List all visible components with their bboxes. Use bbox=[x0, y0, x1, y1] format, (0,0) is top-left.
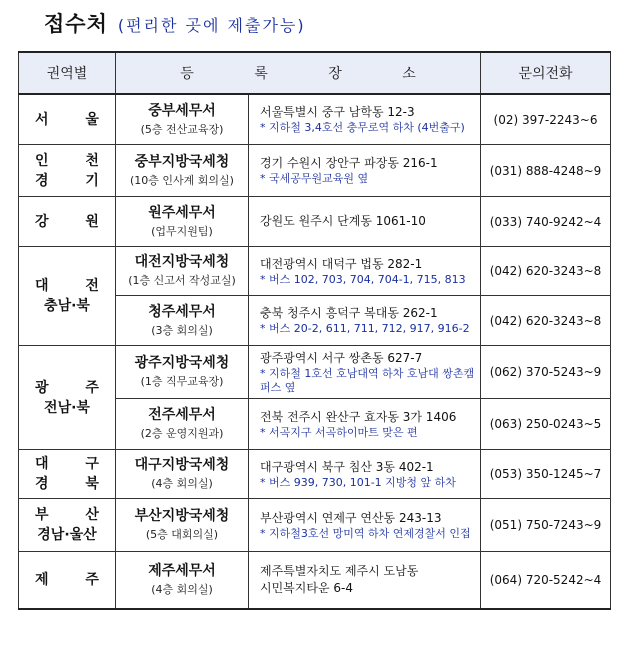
address-text: 광주광역시 서구 쌍촌동 627-7 bbox=[260, 350, 423, 365]
address-text: 강원도 원주시 단계동 1061-10 bbox=[260, 214, 426, 228]
phone-cell: (051) 750-7243~9 bbox=[481, 499, 611, 552]
region-cell bbox=[19, 450, 116, 499]
address-text: 전북 전주시 완산구 효자동 3가 1406 bbox=[260, 409, 457, 424]
address-text: 대전광역시 대덕구 법동 282-1 bbox=[260, 256, 423, 271]
transit-note: * 버스 102, 703, 704, 704-1, 715, 813 bbox=[260, 272, 466, 286]
address-text: 대구광역시 북구 침산 3동 402-1 bbox=[260, 459, 434, 474]
office-cell bbox=[116, 399, 249, 450]
office-floor: (3층 회의실) bbox=[151, 323, 213, 337]
office-floor: (1층 직무교육장) bbox=[140, 375, 224, 388]
office-name: 전주세무서 bbox=[148, 407, 216, 423]
office-cell bbox=[116, 247, 249, 296]
transit-note: * 지하철3호선 망미역 하차 연제경찰서 인접 bbox=[260, 526, 471, 540]
office-name: 대구지방국세청 bbox=[134, 457, 230, 473]
address-text: 서울특별시 중구 남학동 12-3 bbox=[260, 105, 415, 119]
office-floor: (10층 인사계 회의실) bbox=[130, 173, 234, 187]
transit-note: * 버스 939, 730, 101-1 지방청 앞 하차 bbox=[260, 475, 456, 489]
region-chungnam-buk: 충남·북 bbox=[44, 298, 90, 314]
office-cell bbox=[116, 145, 249, 197]
address-text-line2: 시민복지타운 6-4 bbox=[260, 581, 353, 595]
region-gwangju: 광 주 bbox=[35, 379, 115, 396]
transit-note: * 버스 20-2, 611, 711, 712, 917, 916-2 bbox=[260, 322, 470, 335]
address-cell bbox=[249, 450, 481, 499]
registration-table bbox=[18, 51, 611, 610]
region-cell bbox=[19, 145, 116, 197]
table-row bbox=[19, 145, 611, 197]
region-gyeongnam-ulsan: 경남·울산 bbox=[37, 527, 97, 543]
office-name: 대전지방국세청 bbox=[134, 254, 230, 270]
region-cell bbox=[19, 499, 116, 552]
address-text: 제주특별자치도 제주시 도남동 bbox=[260, 564, 419, 578]
office-floor: (5층 전산교육장) bbox=[140, 122, 224, 136]
office-name: 청주세무서 bbox=[148, 303, 216, 320]
region-seoul: 서 울 bbox=[35, 111, 115, 128]
address-cell bbox=[249, 346, 481, 399]
table-row bbox=[19, 499, 611, 552]
region-cell bbox=[19, 346, 116, 450]
address-text: 충북 청주시 흥덕구 복대동 262-1 bbox=[260, 306, 438, 320]
phone-cell: (033) 740-9242~4 bbox=[481, 197, 611, 247]
office-name: 광주지방국세청 bbox=[134, 355, 230, 371]
region-gyeonggi: 경 기 bbox=[35, 172, 115, 189]
office-floor: (2층 운영지원과) bbox=[140, 427, 224, 440]
address-cell bbox=[249, 247, 481, 296]
region-jeju: 제 주 bbox=[35, 572, 115, 588]
region-gyeongbuk: 경 북 bbox=[35, 476, 115, 492]
region-gangwon: 강 원 bbox=[35, 213, 115, 230]
address-cell bbox=[249, 197, 481, 247]
table-row bbox=[19, 552, 611, 610]
office-cell bbox=[116, 296, 249, 346]
table-row bbox=[19, 450, 611, 499]
region-daejeon: 대 전 bbox=[35, 278, 115, 294]
header-phone: 문의전화 bbox=[481, 52, 611, 94]
region-cell bbox=[19, 94, 116, 145]
title-subtitle: (편리한 곳에 제출가능) bbox=[117, 16, 306, 35]
region-incheon: 인 천 bbox=[35, 152, 115, 169]
office-name: 원주세무서 bbox=[148, 204, 216, 221]
office-name: 부산지방국세청 bbox=[134, 508, 230, 524]
phone-cell: (064) 720-5242~4 bbox=[481, 552, 611, 610]
table-row bbox=[19, 197, 611, 247]
table-row bbox=[19, 247, 611, 296]
address-cell bbox=[249, 145, 481, 197]
office-floor: (4층 회의실) bbox=[151, 477, 213, 490]
phone-cell: (053) 350-1245~7 bbox=[481, 450, 611, 499]
office-name: 중부지방국세청 bbox=[134, 153, 230, 170]
address-cell bbox=[249, 499, 481, 552]
office-name: 제주세무서 bbox=[148, 563, 216, 579]
address-cell bbox=[249, 296, 481, 346]
office-floor: (5층 대회의실) bbox=[145, 528, 219, 541]
office-cell bbox=[116, 499, 249, 552]
office-floor: (4층 회의실) bbox=[151, 583, 213, 596]
office-floor: (업무지원팀) bbox=[151, 224, 213, 238]
table-header-row bbox=[19, 52, 611, 94]
office-cell bbox=[116, 346, 249, 399]
phone-cell: (063) 250-0243~5 bbox=[481, 399, 611, 450]
region-daegu: 대 구 bbox=[35, 456, 115, 472]
header-place: 등 록 장 소 bbox=[116, 52, 481, 94]
region-busan: 부 산 bbox=[35, 507, 115, 523]
table-row bbox=[19, 346, 611, 399]
phone-cell: (02) 397-2243~6 bbox=[481, 94, 611, 145]
transit-note: * 서곡지구 서곡하이마트 맞은 편 bbox=[260, 425, 418, 439]
transit-note: * 지하철 3,4호선 충무로역 하차 (4번출구) bbox=[260, 121, 465, 134]
office-cell bbox=[116, 552, 249, 610]
office-cell bbox=[116, 450, 249, 499]
region-cell bbox=[19, 247, 116, 346]
phone-cell: (062) 370-5243~9 bbox=[481, 346, 611, 399]
address-cell bbox=[249, 94, 481, 145]
office-name: 중부세무서 bbox=[148, 102, 216, 119]
address-text: 부산광역시 연제구 연산동 243-13 bbox=[260, 510, 442, 525]
page-title bbox=[44, 8, 306, 38]
transit-note: * 지하철 1호선 호남대역 하차 호남대 쌍촌캠퍼스 옆 bbox=[260, 366, 475, 394]
table-row bbox=[19, 94, 611, 145]
address-cell bbox=[249, 399, 481, 450]
phone-cell: (031) 888-4248~9 bbox=[481, 145, 611, 197]
region-cell bbox=[19, 197, 116, 247]
title-main: 접수처 bbox=[44, 12, 108, 36]
transit-note: * 국세공무원교육원 옆 bbox=[260, 172, 369, 185]
region-jeonnam-buk: 전남·북 bbox=[44, 399, 90, 416]
address-cell bbox=[249, 552, 481, 610]
address-text: 경기 수원시 장안구 파장동 216-1 bbox=[260, 156, 438, 170]
phone-cell: (042) 620-3243~8 bbox=[481, 247, 611, 296]
phone-cell: (042) 620-3243~8 bbox=[481, 296, 611, 346]
office-cell bbox=[116, 197, 249, 247]
region-cell bbox=[19, 552, 116, 610]
office-cell bbox=[116, 94, 249, 145]
header-region: 권역별 bbox=[19, 52, 116, 94]
office-floor: (1층 신고서 작성교실) bbox=[128, 274, 236, 287]
